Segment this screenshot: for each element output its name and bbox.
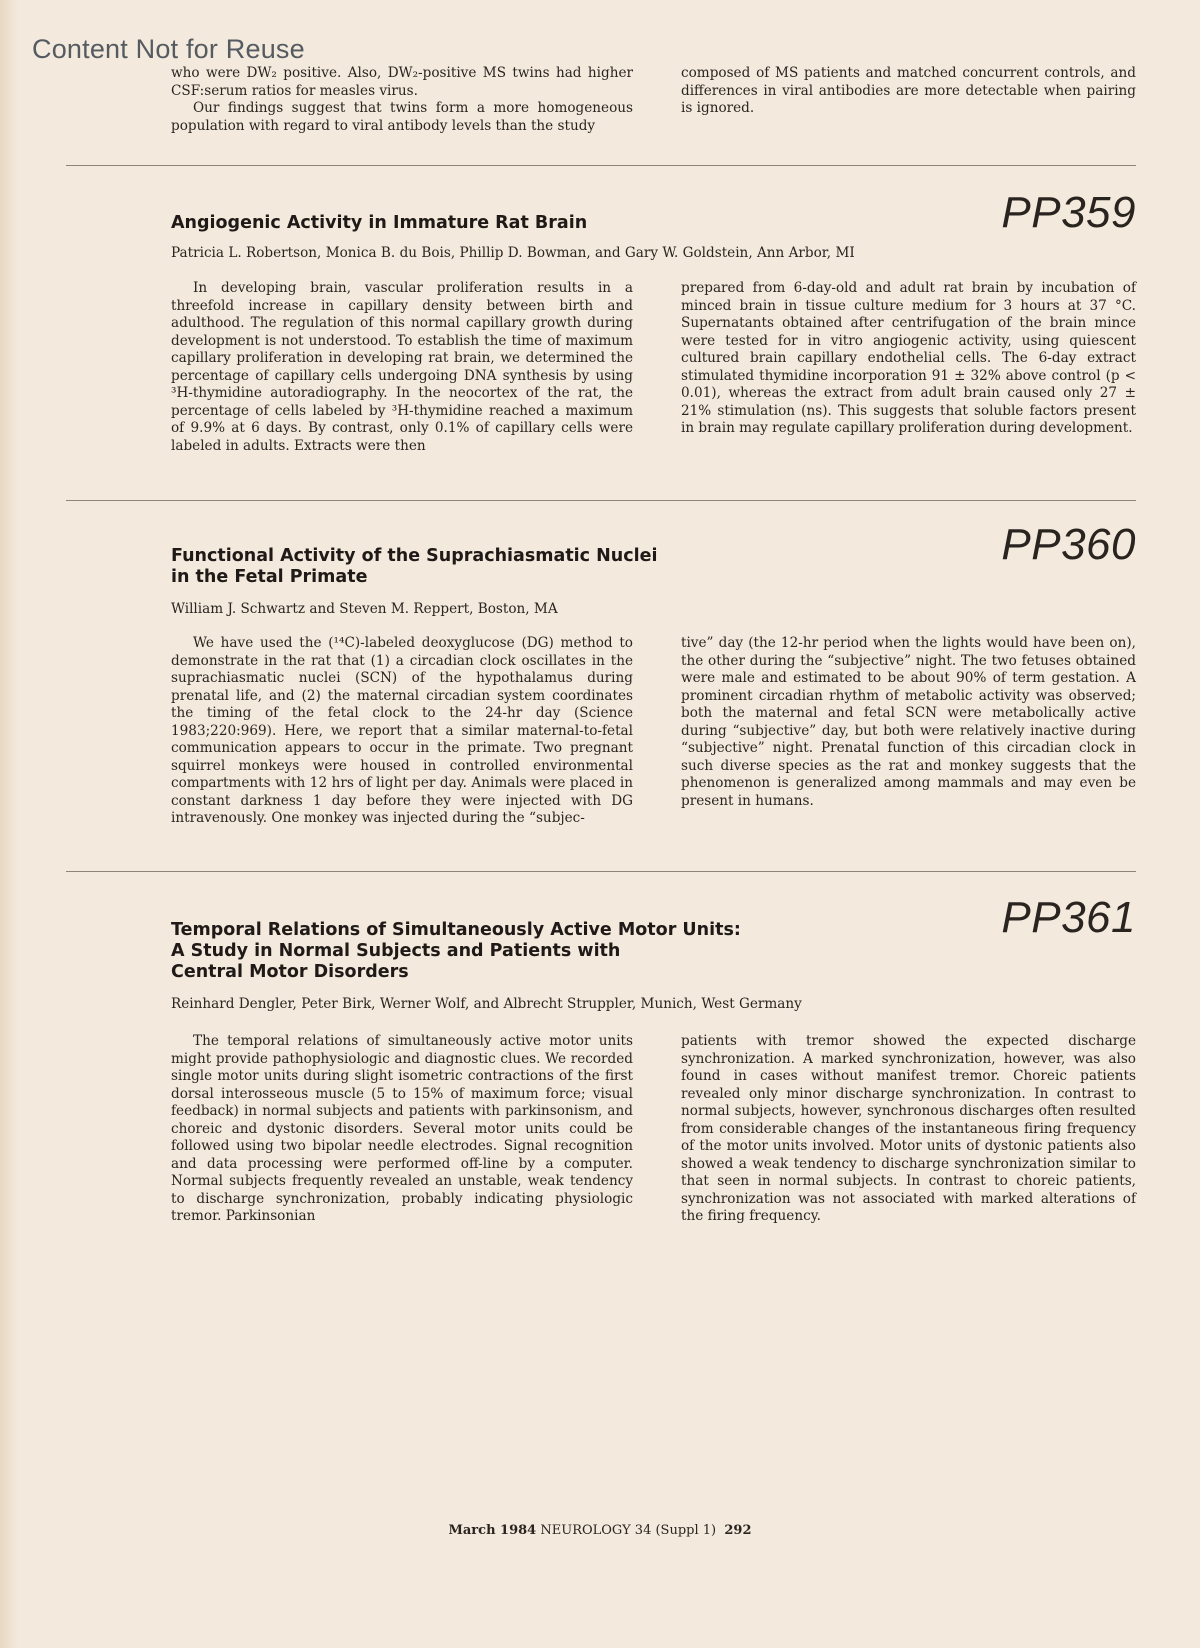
footer-date: March 1984 (448, 1523, 537, 1538)
title-line: A Study in Normal Subjects and Patients with (171, 941, 621, 961)
fragment-paragraph: who were DW₂ positive. Also, DW₂-positive MS twins had higher CSF:serum ratios for measles virus. (171, 65, 633, 99)
section-divider (66, 500, 1136, 501)
abstract-title-pp359 (171, 213, 587, 234)
body-paragraph: prepared from 6-day-old and adult rat brain by incubation of minced brain in tissue culture medium for 3 hours at 37 °C. Supernatants obtained after centrifugation of the brain mince were tested for in vitro angiogenic activity, using quiescent cultured brain capillary endothelial cells. The 6-day extract stimulated thymidine incorporation 91 ± 32% above control (p < 0.01), whereas the extract from adult brain caused only 27 ± 21% stimulation (ns). This suggests that soluble factors present in brain may regulate capillary proliferation during development. (681, 280, 1136, 436)
abstract-title-pp361 (171, 920, 741, 983)
abstract-body-left-pp359 (171, 280, 633, 455)
body-paragraph: We have used the (¹⁴C)-labeled deoxyglucose (DG) method to demonstrate in the rat that (1) a circadian clock oscillates in the suprachiasmatic nuclei (SCN) of the hypothalamus during prenatal life, and (2) the maternal circadian system coordinates the timing of the fetal clock to the 24-hr day (Science 1983;220:969). Here, we report that a similar maternal-to-fetal communication appears to occur in the primate. Two pregnant squirrel monkeys were housed in controlled environmental compartments with 12 hrs of light per day. Animals were placed in constant darkness 1 day before they were injected with DG intravenously. One monkey was injected during the “subjec- (171, 635, 633, 826)
footer-page-number: 292 (724, 1523, 752, 1538)
abstract-authors-pp360: William J. Schwartz and Steven M. Reppert, Boston, MA (171, 601, 558, 617)
body-paragraph: The temporal relations of simultaneously active motor units might provide pathophysiologic and diagnostic clues. We recorded single motor units during slight isometric contractions of the first dorsal interosseous muscle (5 to 15% of maximum force; visual feedback) in normal subjects and patients with parkinsonism, and choreic and dystonic disorders. Several motor units could be followed using two bipolar needle electrodes. Signal recognition and data processing were performed off-line by a computer. Normal subjects frequently revealed an unstable, weak tendency to discharge synchronization, probably indicating physiologic tremor. Parkinsonian (171, 1033, 633, 1224)
body-paragraph: tive” day (the 12-hr period when the lights would have been on), the other during the “subjective” night. The two fetuses obtained were male and estimated to be about 90% of term gestation. A prominent circadian rhythm of metabolic activity was observed; both the maternal and fetal SCN were metabolically active during “subjective” day, but both were relatively inactive during “subjective” night. Prenatal function of this circadian clock in such diverse species as the rat and monkey suggests that the phenomenon is generalized among mammals and may even be present in humans. (681, 635, 1136, 809)
section-divider (66, 165, 1136, 166)
fragment-paragraph: composed of MS patients and matched concurrent controls, and differences in viral antibodies are more detectable when pairing is ignored. (681, 65, 1136, 116)
title-line: Temporal Relations of Simultaneously Active Motor Units: (171, 920, 741, 940)
scan-edge-shading (0, 0, 18, 1648)
body-paragraph: In developing brain, vascular proliferation results in a threefold increase in capillary density between birth and adulthood. The regulation of this normal capillary growth during development is not understood. To establish the time of maximum capillary proliferation in developing rat brain, we determined the percentage of capillary cells undergoing DNA synthesis by using ³H-thymidine autoradiography. In the neocortex of the rat, the percentage of cells labeled by ³H-thymidine reached a maximum of 9.9% at 6 days. By contrast, only 0.1% of capillary cells were labeled in adults. Extracts were then (171, 280, 633, 454)
page-footer (0, 1523, 1200, 1538)
abstract-authors-pp359: Patricia L. Robertson, Monica B. du Bois, Phillip D. Bowman, and Gary W. Goldstein, Ann Arbor, MI (171, 245, 855, 261)
title-line: in the Fetal Primate (171, 567, 368, 587)
footer-journal: NEUROLOGY 34 (Suppl 1) (540, 1523, 717, 1538)
title-line: Central Motor Disorders (171, 962, 409, 982)
body-paragraph: patients with tremor showed the expected discharge synchronization. A marked synchronization, however, was also found in cases without manifest tremor. Choreic patients revealed only minor discharge synchronization. In contrast to normal subjects, however, synchronous discharges often resulted from considerable changes of the instantaneous firing frequency of the motor units involved. Motor units of dystonic patients also showed a weak tendency to discharge synchronization similar to that seen in normal subjects. In contrast to choreic patients, synchronization was not associated with marked alterations of the firing frequency. (681, 1033, 1136, 1224)
abstract-title-pp360 (171, 546, 658, 588)
title-line: Angiogenic Activity in Immature Rat Brain (171, 213, 588, 233)
abstract-code-pp360: PP360 (1001, 520, 1136, 569)
title-line: Functional Activity of the Suprachiasmatic Nuclei (171, 546, 658, 566)
abstract-authors-pp361: Reinhard Dengler, Peter Birk, Werner Wolf, and Albrecht Struppler, Munich, West Germany (171, 996, 802, 1012)
watermark: Content Not for Reuse (32, 34, 305, 64)
abstract-body-right-pp360 (681, 635, 1136, 810)
abstract-body-right-pp361 (681, 1033, 1136, 1226)
section-divider (66, 871, 1136, 872)
abstract-code-pp361: PP361 (1001, 893, 1136, 942)
abstract-body-right-pp359 (681, 280, 1136, 438)
fragment-paragraph: Our findings suggest that twins form a more homogeneous population with regard to viral antibody levels than the study (171, 100, 633, 134)
abstract-body-left-pp360 (171, 635, 633, 828)
fragment-right-column (681, 65, 1136, 118)
abstract-body-left-pp361 (171, 1033, 633, 1226)
abstract-code-pp359: PP359 (1001, 188, 1136, 237)
fragment-left-column (171, 65, 633, 135)
